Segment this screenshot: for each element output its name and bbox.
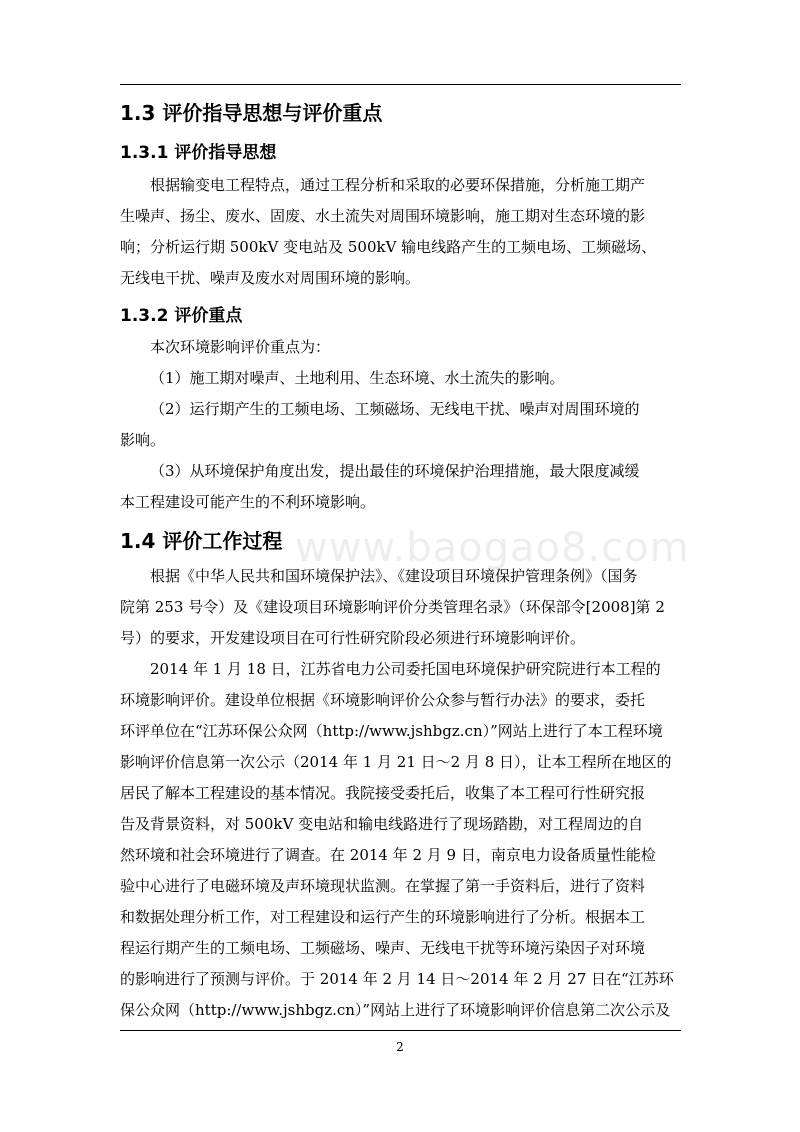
text-line: 本次环境影响评价重点为：	[150, 338, 331, 356]
text-line: 环境影响评价。建设单位根据《环境影响评价公众参与暂行办法》的要求，委托	[120, 691, 646, 709]
text-line: 响；分析运行期 500kV 变电站及 500kV 输电线路产生的工频电场、工频磁场、	[120, 238, 657, 256]
text-line: 影响评价信息第一次公示（2014 年 1 月 21 日～2 月 8 日），让本工程所在地区的	[120, 753, 672, 771]
text-line: 的影响进行了预测与评价。于 2014 年 2 月 14 日～2014 年 2 月 27 日在“江苏环	[120, 970, 674, 988]
text-line: 院第 253 号令）及《建设项目环境影响评价分类管理名录》（环保部令[2008]第 2	[120, 598, 665, 616]
text-line: 验中心进行了电磁环境及声环境现状监测。在掌握了第一手资料后，进行了资料	[120, 877, 646, 895]
page-number: 2	[396, 1040, 404, 1054]
section-1-3-2-heading: 1.3.2 评价重点	[120, 306, 243, 326]
watermark: www.baogao8.com	[295, 525, 690, 571]
text-line: 环评单位在“江苏环保公众网（http://www.jshbgz.cn）”网站上进行了本工程环境	[120, 722, 663, 740]
text-line: （1）施工期对噪声、土地利用、生态环境、水土流失的影响。	[150, 369, 565, 387]
text-line: 无线电干扰、噪声及废水对周围环境的影响。	[120, 269, 421, 287]
text-line: 根据输变电工程特点，通过工程分析和采取的必要环保措施，分析施工期产	[150, 176, 646, 194]
text-line: 生噪声、扬尘、废水、固废、水土流失对周围环境影响，施工期对生态环境的影	[120, 207, 646, 225]
text-line: 影响。	[120, 431, 166, 449]
text-line: （3）从环境保护角度出发，提出最佳的环境保护治理措施，最大限度减缓	[150, 462, 640, 480]
text-line: 本工程建设可能产生的不利环境影响。	[120, 493, 376, 511]
header-rule	[120, 84, 681, 85]
section-1-3-heading: 1.3 评价指导思想与评价重点	[120, 101, 383, 125]
text-line: 和数据处理分析工作，对工程建设和运行产生的环境影响进行了分析。根据本工	[120, 908, 646, 926]
text-line: 告及背景资料，对 500kV 变电站和输电线路进行了现场踏勘，对工程周边的自	[120, 815, 644, 833]
footer-rule	[120, 1030, 681, 1031]
text-line: 号）的要求，开发建设项目在可行性研究阶段必须进行环境影响评价。	[120, 629, 586, 647]
text-line: 然环境和社会环境进行了调查。在 2014 年 2 月 9 日，南京电力设备质量性能检	[120, 846, 656, 864]
text-line: 居民了解本工程建设的基本情况。我院接受委托后，收集了本工程可行性研究报	[120, 784, 646, 802]
text-line: （2）运行期产生的工频电场、工频磁场、无线电干扰、噪声对周围环境的	[150, 400, 640, 418]
text-line: 程运行期产生的工频电场、工频磁场、噪声、无线电干扰等环境污染因子对环境	[120, 939, 646, 957]
text-line: 2014 年 1 月 18 日，江苏省电力公司委托国电环境保护研究院进行本工程的	[150, 660, 661, 678]
text-line: 根据《中华人民共和国环境保护法》、《建设项目环境保护管理条例》（国务	[150, 567, 638, 585]
text-line: 保公众网（http://www.jshbgz.cn）”网站上进行了环境影响评价信息第二次公示及	[120, 1001, 671, 1019]
section-1-4-heading: 1.4 评价工作过程	[120, 529, 283, 553]
section-1-3-1-heading: 1.3.1 评价指导思想	[120, 143, 277, 163]
